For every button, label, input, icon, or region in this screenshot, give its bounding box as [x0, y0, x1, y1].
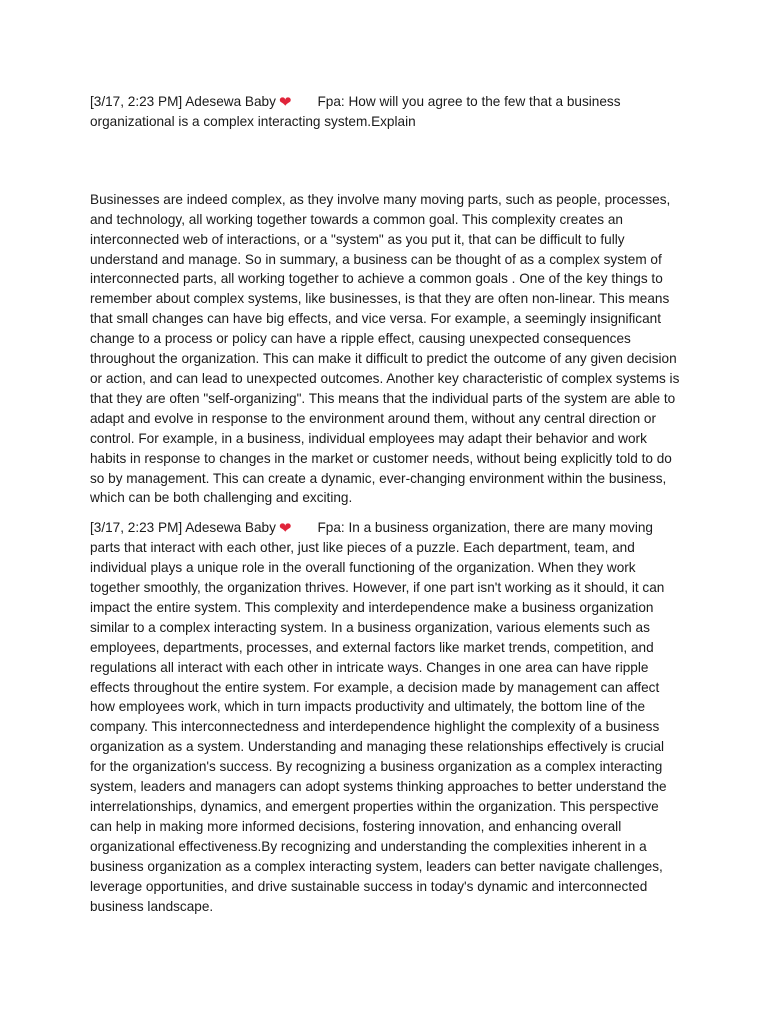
heart-icon: ❤	[278, 93, 292, 111]
message-sender: Adesewa Baby	[185, 94, 276, 109]
heart-icon: ❤	[278, 519, 292, 538]
answer-paragraph: Businesses are indeed complex, as they involve many moving parts, such as people, processes, and technology, all working together towards a common goal. This complexity creates an interconnected web of interactions, or a "system" as you put it, that can be difficult to fully understand and manage. So in summary, a business can be thought of as a complex system of interconnected parts, all working together to achieve a common goals . One of the key things to remember about complex systems, like businesses, is that they are often non-linear. This means that small changes can have big effects, and vice versa. For example, a seemingly insignificant change to a process or policy can have a ripple effect, causing unexpected consequences throughout the organization. This can make it difficult to predict the outcome of any given decision or action, and can lead to unexpected outcomes. Another key characteristic of complex systems is that they are often "self-organizing". This means that the individual parts of the system are able to adapt and evolve in response to the environment around them, without any central direction or control. For example, in a business, individual employees may adapt their behavior and work habits in response to changes in the market or customer needs, without being explicitly told to do so by management. This can create a dynamic, ever-changing environment within the business, which can be both challenging and exciting.	[90, 191, 680, 506]
message-timestamp: [3/17, 2:23 PM]	[90, 94, 183, 109]
message-followup	[90, 518, 680, 916]
message-question	[90, 92, 680, 132]
message-sender: Adesewa Baby	[185, 520, 276, 536]
message-text: Fpa: In a business organization, there are many moving parts that interact with each other, just like pieces of a puzzle. Each department, team, and individual plays a unique role in the overall functioning of the organization. When they work together smoothly, the organization thrives. However, if one part isn't working as it should, it can impact the entire system. This complexity and interdependence make a business organization similar to a complex interacting system. In a business organization, various elements such as employees, departments, processes, and external factors like market trends, competition, and regulations all interact with each other in intricate ways. Changes in one area can have ripple effects throughout the entire system. For example, a decision made by management can affect how employees work, which in turn impacts productivity and ultimately, the bottom line of the company. This interconnectedness and interdependence highlight the complexity of a business organization as a system. Understanding and managing these relationships effectively is crucial for the organization's success. By recognizing a business organization as a complex interacting system, leaders and managers can adopt systems thinking approaches to better understand the interrelationships, dynamics, and emergent properties within the organization. This perspective can help in making more informed decisions, fostering innovation, and enhancing overall organizational effectiveness.By recognizing and understanding the complexities inherent in a business organization as a complex interacting system, leaders can better navigate challenges, leverage opportunities, and drive sustainable success in today's dynamic and interconnected business landscape.	[90, 520, 667, 914]
document-page	[90, 92, 680, 916]
message-text: Fpa: How will you agree to the few that a business organizational is a complex interacting system.Explain	[90, 94, 621, 129]
message-timestamp: [3/17, 2:23 PM]	[90, 520, 183, 536]
